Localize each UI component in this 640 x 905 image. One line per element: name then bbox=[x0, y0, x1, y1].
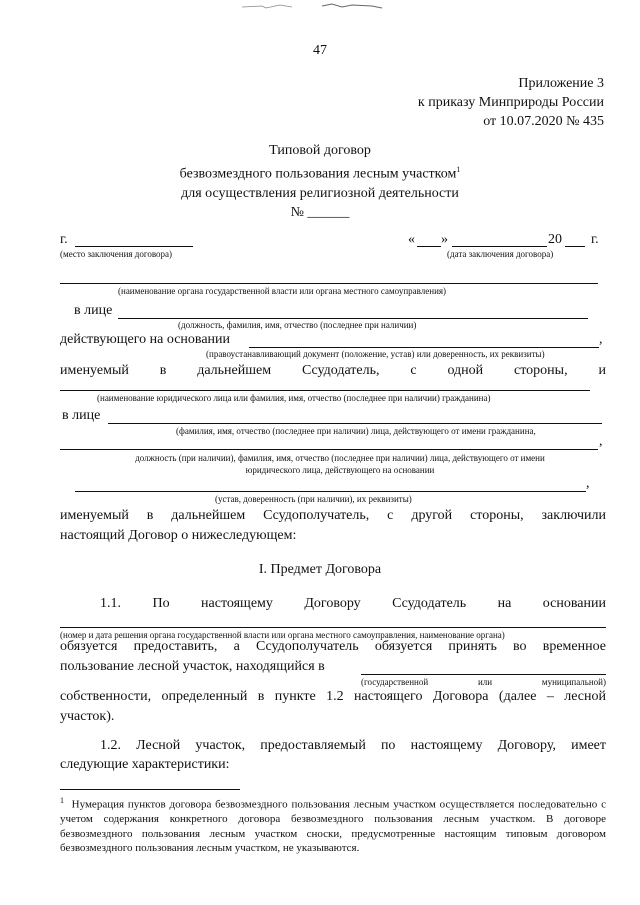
date-month-field[interactable] bbox=[452, 246, 547, 247]
p11-line-4: собственности, определенный в пункте 1.2 настоящего Договора (далее – лесной bbox=[60, 689, 606, 704]
footnote bbox=[60, 794, 606, 856]
footnote-separator bbox=[60, 789, 240, 790]
date-day-field[interactable] bbox=[417, 246, 441, 247]
basis-comma: , bbox=[599, 332, 603, 347]
p11-line-5: участок). bbox=[60, 709, 115, 724]
appendix-line-1: Приложение 3 bbox=[518, 76, 604, 91]
decision-field[interactable] bbox=[60, 627, 606, 628]
place-field[interactable] bbox=[75, 246, 193, 247]
entity-caption: (наименование юридического лица или фамилия, имя, отчество (последнее при наличии) гражданина) bbox=[97, 393, 491, 403]
p12-line-1: 1.2. Лесной участок, предоставляемый по настоящему Договору, имеет bbox=[100, 738, 606, 753]
basis-caption: (правоустанавливающий документ (положение, устав) или доверенность, их реквизиты) bbox=[206, 349, 545, 359]
docs-caption: (устав, доверенность (при наличии), их реквизиты) bbox=[215, 494, 412, 504]
p12-line-2: следующие характеристики: bbox=[60, 757, 230, 772]
named-word: с bbox=[410, 363, 417, 378]
appendix-block bbox=[418, 74, 604, 131]
p11-word: настоящему bbox=[201, 596, 273, 611]
ownership-field[interactable] bbox=[361, 674, 606, 675]
named-word: и bbox=[598, 363, 606, 378]
named-word: в bbox=[159, 363, 167, 378]
footnote-text: Нумерация пунктов договора безвозмездного пользования лесным участком осуществляется последовательно с учетом содержания конкретного договора безвозмездного пользования лесным участком. В договоре безвозмездного пользования лесным участком сноски, предусмотренные настоящим типовым договором безвозмездного пользования лесным участком, не указываются. bbox=[60, 798, 607, 855]
position-caption-line-2: юридического лица, действующего на основании bbox=[245, 465, 435, 475]
entity-field[interactable] bbox=[60, 390, 590, 391]
named-word: стороны, bbox=[514, 363, 568, 378]
named-word: одной bbox=[447, 363, 484, 378]
docs-field[interactable] bbox=[75, 491, 586, 492]
in-person-label-2: в лице bbox=[62, 408, 101, 423]
acting-label: действующего на основании bbox=[60, 332, 231, 347]
position-caption bbox=[60, 452, 620, 476]
section-heading: I. Предмет Договора bbox=[258, 562, 382, 577]
date-caption: (дата заключения договора) bbox=[447, 249, 554, 259]
position-field[interactable] bbox=[60, 449, 598, 450]
docs-comma: , bbox=[586, 476, 590, 491]
p11-word: 1.1. bbox=[100, 596, 121, 611]
basis-field[interactable] bbox=[249, 347, 599, 348]
date-open-quote: « bbox=[408, 232, 415, 247]
place-prefix: г. bbox=[60, 232, 68, 247]
position-comma: , bbox=[599, 434, 603, 449]
ownership-caption-word: (государственной bbox=[361, 677, 429, 687]
p11-line-1 bbox=[100, 596, 606, 612]
p11-word: Договору bbox=[304, 596, 361, 611]
org-field[interactable] bbox=[60, 283, 598, 284]
p11-word: По bbox=[152, 596, 170, 611]
org-caption: (наименование органа государственной власти или органа местного самоуправления) bbox=[118, 286, 447, 296]
ownership-caption-word: или bbox=[477, 677, 493, 687]
p11-word: на bbox=[497, 596, 512, 611]
page-number: 47 bbox=[313, 43, 327, 58]
p11-word: Ссудодатель bbox=[392, 596, 467, 611]
person-field-1[interactable] bbox=[118, 318, 588, 319]
person-caption-2: (фамилия, имя, отчество (последнее при наличии) лица, действующего от имени гражданина, bbox=[176, 426, 536, 436]
place-caption: (место заключения договора) bbox=[60, 249, 173, 259]
date-year-suffix: г. bbox=[591, 232, 599, 247]
date-year-prefix: 20 bbox=[548, 232, 562, 247]
footnote-mark: 1 bbox=[456, 165, 461, 174]
p11-line-2: обязуется предоставить, а Ссудополучатель обязуется принять во временное bbox=[60, 639, 606, 654]
named-word: именуемый bbox=[60, 363, 129, 378]
title-line-2: безвозмездного пользования лесным участком$^1$ bbox=[179, 165, 461, 182]
person-field-2[interactable] bbox=[108, 423, 602, 424]
p11-line-3: пользование лесной участок, находящийся в bbox=[60, 659, 325, 674]
footnote-number: 1 bbox=[60, 796, 64, 805]
ownership-caption-word: муниципальной) bbox=[541, 677, 606, 687]
title-line-3: для осуществления религиозной деятельности bbox=[181, 185, 459, 201]
ownership-caption bbox=[361, 677, 606, 687]
date-close-quote: » bbox=[441, 232, 448, 247]
appendix-line-2: к приказу Минприроды России bbox=[417, 95, 604, 110]
named-word: дальнейшем bbox=[197, 363, 272, 378]
p11-word: основании bbox=[542, 596, 606, 611]
scan-artifact bbox=[232, 2, 392, 10]
person-caption-1: (должность, фамилия, имя, отчество (последнее при наличии) bbox=[178, 320, 417, 330]
named-line-party2-cont: настоящий Договор о нижеследующем: bbox=[60, 528, 297, 543]
title-number: № ______ bbox=[290, 204, 350, 220]
date-year-field[interactable] bbox=[565, 246, 585, 247]
position-caption-line-1: должность (при наличии), фамилия, имя, отчество (последнее при наличии) лица, действующего от имени bbox=[135, 453, 545, 463]
named-line-party1 bbox=[60, 363, 606, 379]
in-person-label-1: в лице bbox=[74, 303, 113, 318]
appendix-line-3: от 10.07.2020 № 435 bbox=[483, 114, 604, 129]
decision-caption: (номер и дата решения органа государственной власти или органа местного самоуправления, наименование органа) bbox=[60, 630, 505, 640]
named-line-party2: именуемый в дальнейшем Ссудополучатель, с другой стороны, заключили bbox=[60, 508, 606, 523]
title-line-1: Типовой договор bbox=[269, 143, 371, 158]
document-title bbox=[0, 141, 640, 222]
named-word: Ссудодатель, bbox=[301, 363, 380, 378]
